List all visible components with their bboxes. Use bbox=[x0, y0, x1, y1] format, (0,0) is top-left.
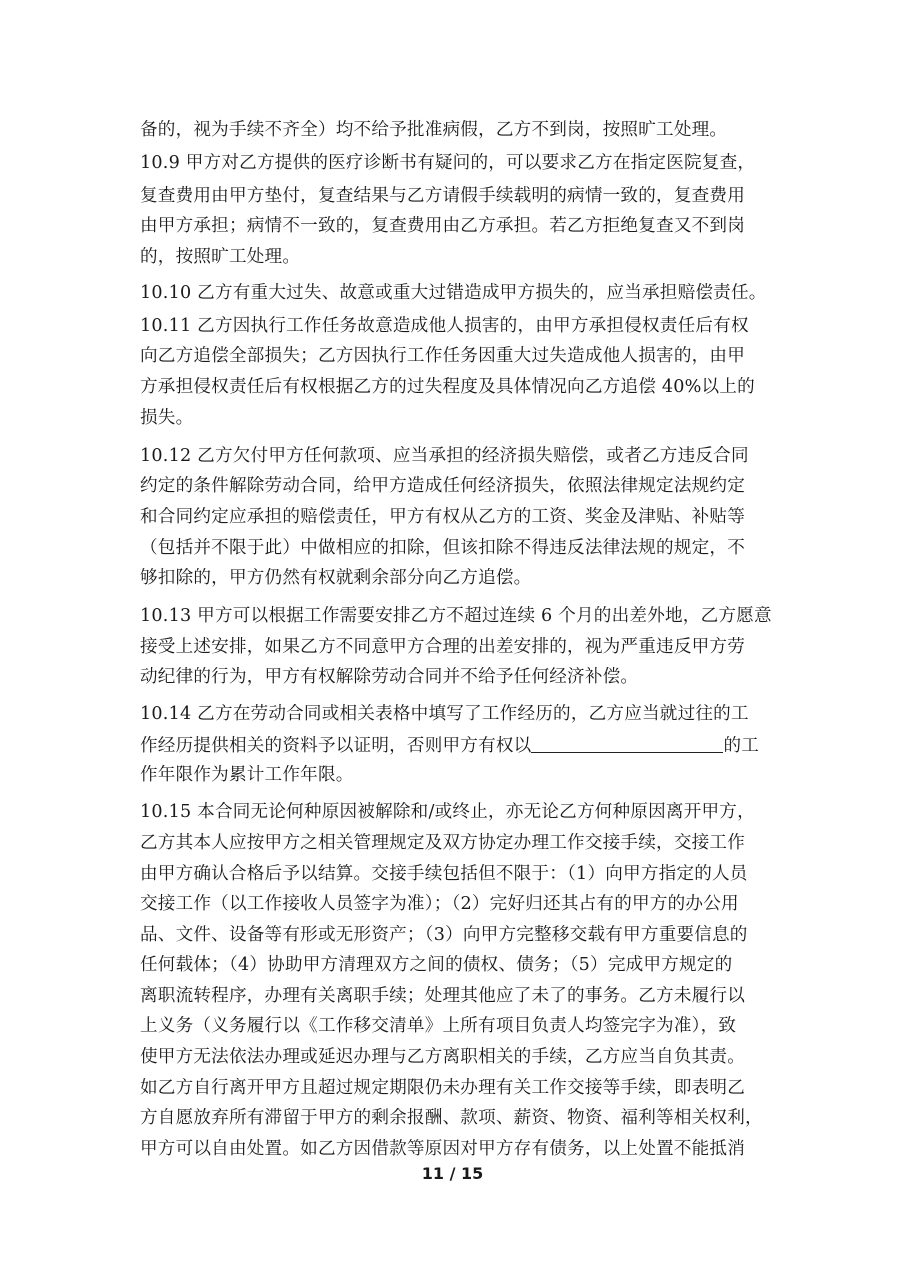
fill-in-blank[interactable] bbox=[531, 734, 723, 753]
text-line: 10.12 乙方欠付甲方任何款项、应当承担的经济损失赔偿，或者乙方违反合同 bbox=[140, 446, 749, 466]
text-line: 由甲方承担；病情不一致的，复查费用由乙方承担。若乙方拒绝复查又不到岗 bbox=[140, 216, 745, 236]
text-line-with-blank bbox=[140, 731, 759, 761]
text-line: 的，按照旷工处理。 bbox=[140, 247, 301, 267]
text-line: 向乙方追偿全部损失；乙方因执行工作任务因重大过失造成他人损害的，由甲 bbox=[140, 346, 745, 366]
text-line: 方承担侵权责任后有权根据乙方的过失程度及具体情况向乙方追偿 40%以上的 bbox=[140, 377, 755, 397]
text-line: 约定的条件解除劳动合同，给甲方造成任何经济损失，依照法律规定法规约定 bbox=[140, 476, 745, 496]
blank-before-text: 作经历提供相关的资料予以证明，否则甲方有权以 bbox=[140, 736, 532, 756]
text-line: 10.9 甲方对乙方提供的医疗诊断书有疑问的，可以要求乙方在指定医院复查， bbox=[140, 153, 756, 173]
text-line: 够扣除的，甲方仍然有权就剩余部分向乙方追偿。 bbox=[140, 568, 532, 588]
text-line: 由甲方确认合格后予以结算。交接手续包括但不限于：（1）向甲方指定的人员 bbox=[140, 864, 748, 884]
page-number: 11 / 15 bbox=[421, 1164, 484, 1183]
text-line: 动纪律的行为，甲方有权解除劳动合同并不给予任何经济补偿。 bbox=[140, 667, 639, 687]
text-line: 离职流转程序，办理有关离职手续；处理其他应了未了的事务。乙方未履行以 bbox=[140, 986, 745, 1006]
text-line: 上义务（义务履行以《工作移交清单》上所有项目负责人均签完字为准），致 bbox=[140, 1016, 737, 1036]
text-line: 复查费用由甲方垫付，复查结果与乙方请假手续载明的病情一致的，复查费用 bbox=[140, 186, 745, 206]
text-line: 交接工作（以工作接收人员签字为准）；（2）完好归还其占有的甲方的办公用 bbox=[140, 894, 739, 914]
text-line: 作年限作为累计工作年限。 bbox=[140, 765, 354, 785]
text-line: 10.15 本合同无论何种原因被解除和/或终止，亦无论乙方何种原因离开甲方， bbox=[140, 802, 755, 822]
text-line: 品、文件、设备等有形或无形资产；（3）向甲方完整移交载有甲方重要信息的 bbox=[140, 925, 748, 945]
text-line: 乙方其本人应按甲方之相关管理规定及双方协定办理工作交接手续，交接工作 bbox=[140, 833, 745, 853]
text-line: 方自愿放弃所有滞留于甲方的剩余报酬、款项、薪资、物资、福利等相关权利， bbox=[140, 1108, 763, 1128]
text-line: 备的，视为手续不齐全）均不给予批准病假，乙方不到岗，按照旷工处理。 bbox=[140, 120, 728, 140]
text-line: （包括并不限于此）中做相应的扣除，但该扣除不得违反法律法规的规定，不 bbox=[140, 538, 745, 558]
text-line: 任何载体；（4）协助甲方清理双方之间的债权、债务；（5）完成甲方规定的 bbox=[140, 955, 733, 975]
text-line: 损失。 bbox=[140, 408, 194, 428]
text-line: 甲方可以自由处置。如乙方因借款等原因对甲方存有债务，以上处置不能抵消 bbox=[140, 1139, 745, 1159]
blank-after-text: 的工 bbox=[723, 736, 760, 756]
text-line: 接受上述安排，如果乙方不同意甲方合理的出差安排的，视为严重违反甲方劳 bbox=[140, 637, 745, 657]
text-line: 如乙方自行离开甲方且超过规定期限仍未办理有关工作交接等手续，即表明乙 bbox=[140, 1078, 745, 1098]
text-line: 10.14 乙方在劳动合同或相关表格中填写了工作经历的，乙方应当就过往的工 bbox=[140, 704, 749, 724]
text-line: 10.13 甲方可以根据工作需要安排乙方不超过连续 6 个月的出差外地，乙方愿意 bbox=[140, 606, 772, 626]
text-line: 10.10 乙方有重大过失、故意或重大过错造成甲方损失的，应当承担赔偿责任。 bbox=[140, 283, 767, 303]
text-line: 10.11 乙方因执行工作任务故意造成他人损害的，由甲方承担侵权责任后有权 bbox=[140, 316, 749, 336]
text-line: 使甲方无法依法办理或延迟办理与乙方离职相关的手续，乙方应当自负其责。 bbox=[140, 1047, 745, 1067]
text-line: 和合同约定应承担的赔偿责任，甲方有权从乙方的工资、奖金及津贴、补贴等 bbox=[140, 507, 745, 527]
